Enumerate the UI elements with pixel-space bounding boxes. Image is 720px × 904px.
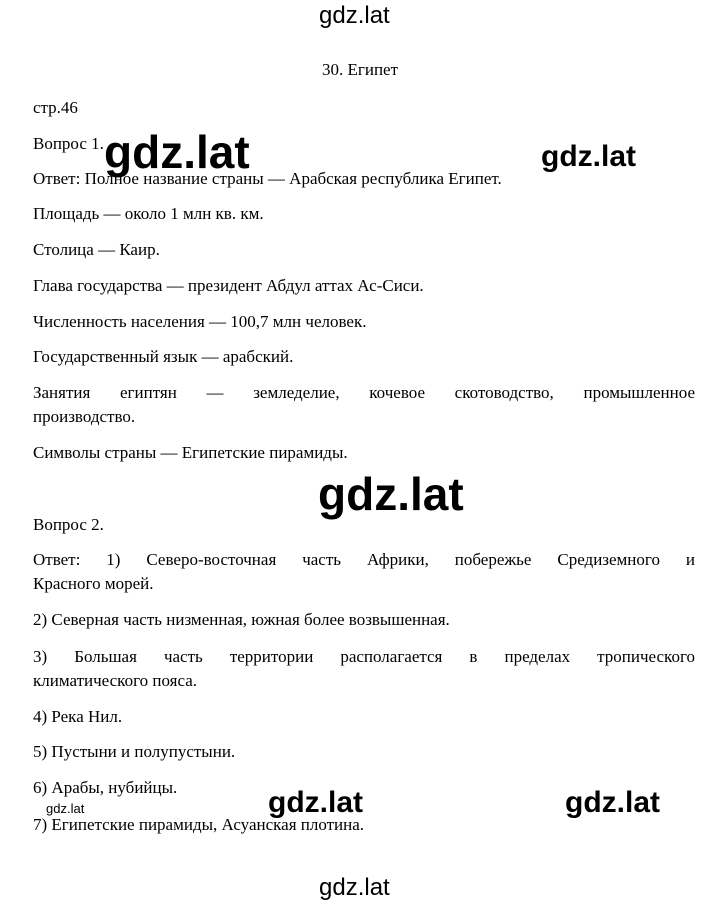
watermark-bottom: gdz.lat — [319, 874, 390, 901]
watermark-large-2: gdz.lat — [541, 140, 636, 173]
answer-2-line-6: 4) Река Нил. — [33, 707, 123, 726]
question-1-label: Вопрос 1. — [33, 134, 104, 153]
answer-2-line-8: 6) Арабы, нубийцы. — [33, 778, 178, 797]
answer-1-line-1: Ответ: Полное название страны — Арабская республика Египет. — [33, 169, 502, 188]
answer-1-line-3: Столица — Каир. — [33, 240, 160, 259]
watermark-top: gdz.lat — [319, 2, 390, 29]
page-reference: стр.46 — [33, 98, 78, 117]
answer-1-line-9: Символы страны — Египетские пирамиды. — [33, 443, 348, 462]
watermark-large-3: gdz.lat — [268, 786, 363, 819]
answer-2-line-9: 7) Египетские пирамиды, Асуанская плотина. — [33, 815, 365, 834]
watermark-large-4: gdz.lat — [565, 786, 660, 819]
page-title: 30. Египет — [321, 60, 399, 79]
answer-1-line-5: Численность населения — 100,7 млн человек. — [33, 312, 367, 331]
answer-1-line-7: Занятия египтян — земледелие, кочевое скотоводство, промышленное — [33, 383, 695, 402]
answer-2-line-1: Ответ: 1) Северо-восточная часть Африки, побережье Средиземного и — [33, 550, 695, 569]
answer-2-line-5: климатического пояса. — [33, 671, 198, 690]
answer-2-line-2: Красного морей. — [33, 574, 154, 593]
answer-1-line-8: производство. — [33, 407, 136, 426]
answer-1-line-2: Площадь — около 1 млн кв. км. — [33, 204, 264, 223]
answer-2-line-7: 5) Пустыни и полупустыни. — [33, 742, 236, 761]
watermark-large-center: gdz.lat — [318, 468, 464, 520]
answer-1-line-4: Глава государства — президент Абдул аттах Ас-Сиси. — [33, 276, 424, 295]
question-2-label: Вопрос 2. — [33, 515, 104, 534]
watermark-large-1: gdz.lat — [104, 126, 250, 178]
watermark-tiny: gdz.lat — [46, 801, 85, 816]
answer-2-line-3: 2) Северная часть низменная, южная более возвышенная. — [33, 610, 450, 629]
answer-2-line-4: 3) Большая часть территории располагается в пределах тропического — [33, 647, 695, 666]
answer-1-line-6: Государственный язык — арабский. — [33, 347, 294, 366]
